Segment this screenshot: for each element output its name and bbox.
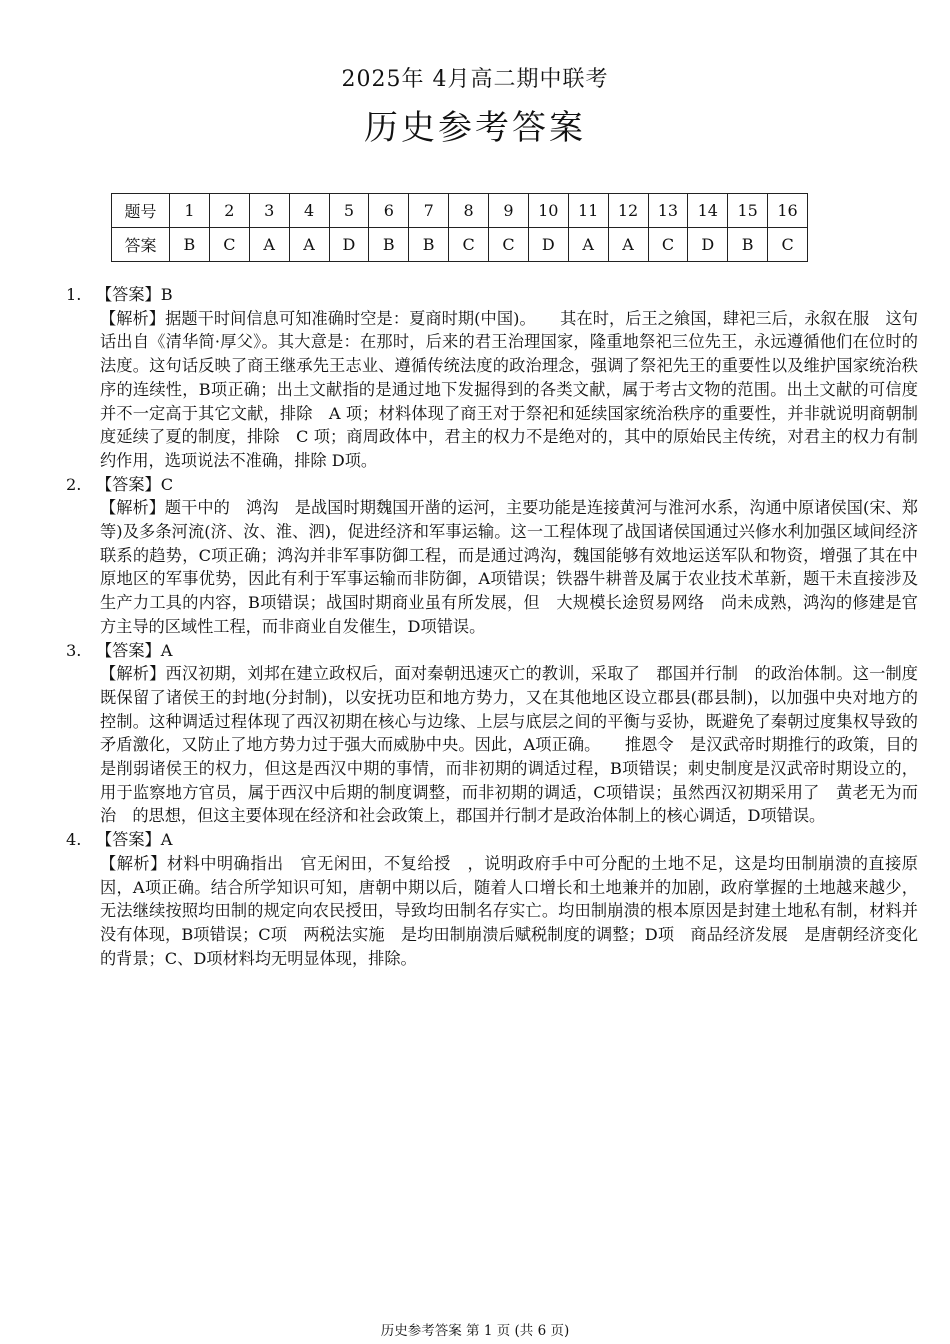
question-number: 2. <box>66 474 82 494</box>
answer-row <box>112 228 808 262</box>
answer-cell: B <box>728 228 768 262</box>
question-number-row <box>112 194 808 228</box>
question-number-cell: 7 <box>409 194 449 228</box>
exam-title: 2025年 4月高二期中联考 <box>341 67 609 92</box>
answer-explanations <box>66 283 918 970</box>
page-footer: 历史参考答案 第 1 页 (共 6 页) <box>380 1323 570 1339</box>
answer-cell: A <box>568 228 608 262</box>
question-block <box>66 283 918 473</box>
question-block <box>66 828 918 970</box>
question-number-cell: 14 <box>688 194 728 228</box>
question-number-cell: 15 <box>728 194 768 228</box>
question-number-cell: 13 <box>648 194 688 228</box>
answer-cell: D <box>688 228 728 262</box>
question-number-cell: 3 <box>249 194 289 228</box>
answer-cell: D <box>329 228 369 262</box>
row-label-number: 题号 <box>112 194 170 228</box>
question-number-cell: 9 <box>489 194 529 228</box>
answer-line <box>66 473 918 497</box>
explanation-text: 【解析】据题干时间信息可知准确时空是：夏商时期(中国)。 其在时，后王之飨国，肆祀三后，永叙在服 这句话出自《清华简·厚父》。其大意是：在那时，后来的君王治理国家，隆重地祭祀三位先王，永远遵循他们在位时的法度。这句话反映了商王继承先王志业、遵循传统法度的政治理念，强调了祭祀先王的重要性以及维护国家统治秩序的连续性，B项正确；出土文献指的是通过地下发掘得到的各类文献，属于考古文物的范围。出土文献的可信度并不一定高于其它文献，排除 A 项；材料体现了商王对于祭祀和延续国家统治秩序的重要性，并非就说明商朝制度延续了夏的制度，排除 C 项；商周政体中，君主的权力不是绝对的，其中的原始民主传统，对君主的权力有制约作用，选项说法不准确，排除 D项。 <box>100 308 918 470</box>
question-number-cell: 11 <box>568 194 608 228</box>
answer-cell: B <box>170 228 210 262</box>
explanation-text: 【解析】题干中的 鸿沟 是战国时期魏国开凿的运河，主要功能是连接黄河与淮河水系，沟通中原诸侯国(宋、郑等)及多条河流(济、汝、淮、泗)，促进经济和军事运输。这一工程体现了战国诸侯国通过兴修水利加强区域间经济联系的趋势，C项正确；鸿沟并非军事防御工程，而是通过鸿沟，魏国能够有效地运送军队和物资，增强了其在中原地区的军事优势，因此有利于军事运输而非防御，A项错误；铁器牛耕普及属于农业技术革新，题干未直接涉及生产力工具的内容，B项错误；战国时期商业虽有所发展，但 大规模长途贸易网络 尚未成熟，鸿沟的修建是官方主导的区域性工程，而非商业自发催生，D项错误。 <box>100 498 918 636</box>
question-number-cell: 10 <box>528 194 568 228</box>
answer-table <box>111 193 808 262</box>
question-number-cell: 12 <box>608 194 648 228</box>
answer-cell: C <box>489 228 529 262</box>
question-number: 4. <box>66 830 82 850</box>
answer-line <box>66 639 918 663</box>
explanation-text: 【解析】材料中明确指出 官无闲田，不复给授 ，说明政府手中可分配的土地不足，这是均田制崩溃的直接原因，A项正确。结合所学知识可知，唐朝中期以后，随着人口增长和土地兼并的加剧，政府掌握的土地越来越少，无法继续按照均田制的规定向农民授田，导致均田制名存实亡。均田制崩溃的根本原因是封建土地私有制，材料并没有体现，B项错误；C项 两税法实施 是均田制崩溃后赋税制度的调整；D项 商品经济发展 是唐朝经济变化的背景；C、D项材料均无明显体现，排除。 <box>100 853 918 968</box>
row-label-answer: 答案 <box>112 228 170 262</box>
answer-cell: C <box>209 228 249 262</box>
answer-cell: C <box>648 228 688 262</box>
answer-cell: B <box>369 228 409 262</box>
question-number-cell: 6 <box>369 194 409 228</box>
question-number-cell: 2 <box>209 194 249 228</box>
question-number: 3. <box>66 640 82 660</box>
answer-cell: C <box>768 228 808 262</box>
answer-cell: A <box>608 228 648 262</box>
answer-text: 【答案】B <box>96 285 173 304</box>
answer-text: 【答案】A <box>96 830 173 850</box>
page-title: 历史参考答案 <box>364 108 586 148</box>
question-number-cell: 5 <box>329 194 369 228</box>
explanation-text: 【解析】西汉初期，刘邦在建立政权后，面对秦朝迅速灭亡的教训，采取了 郡国并行制 的政治体制。这一制度既保留了诸侯王的封地(分封制)，以安抚功臣和地方势力，又在其他地区设立郡县(郡县制)，以加强中央对地方的控制。这种调适过程体现了西汉初期在核心与边缘、上层与底层之间的平衡与妥协，既避免了秦朝过度集权导致的矛盾激化，又防止了地方势力过于强大而威胁中央。因此，A项正确。 推恩令 是汉武帝时期推行的政策，目的是削弱诸侯王的权力，但这是西汉中期的事情，而非初期的调适过程，B项错误；刺史制度是汉武帝时期设立的，用于监察地方官员，属于西汉中后期的制度调整，而非初期的调适，C项错误；虽然西汉初期采用了 黄老无为而治 的思想，但这主要体现在经济和社会政策上，郡国并行制才是政治体制上的核心调适，D项错误。 <box>100 664 918 826</box>
answer-cell: C <box>449 228 489 262</box>
question-number-cell: 8 <box>449 194 489 228</box>
answer-text: 【答案】C <box>96 474 174 494</box>
answer-cell: A <box>249 228 289 262</box>
answer-line <box>66 283 918 307</box>
answer-cell: D <box>528 228 568 262</box>
answer-text: 【答案】A <box>96 640 173 660</box>
question-number: 1. <box>66 285 82 304</box>
question-number-cell: 16 <box>768 194 808 228</box>
question-block <box>66 639 918 829</box>
question-number-cell: 4 <box>289 194 329 228</box>
question-number-cell: 1 <box>170 194 210 228</box>
answer-cell: A <box>289 228 329 262</box>
answer-line <box>66 828 918 852</box>
question-block <box>66 473 918 639</box>
answer-cell: B <box>409 228 449 262</box>
